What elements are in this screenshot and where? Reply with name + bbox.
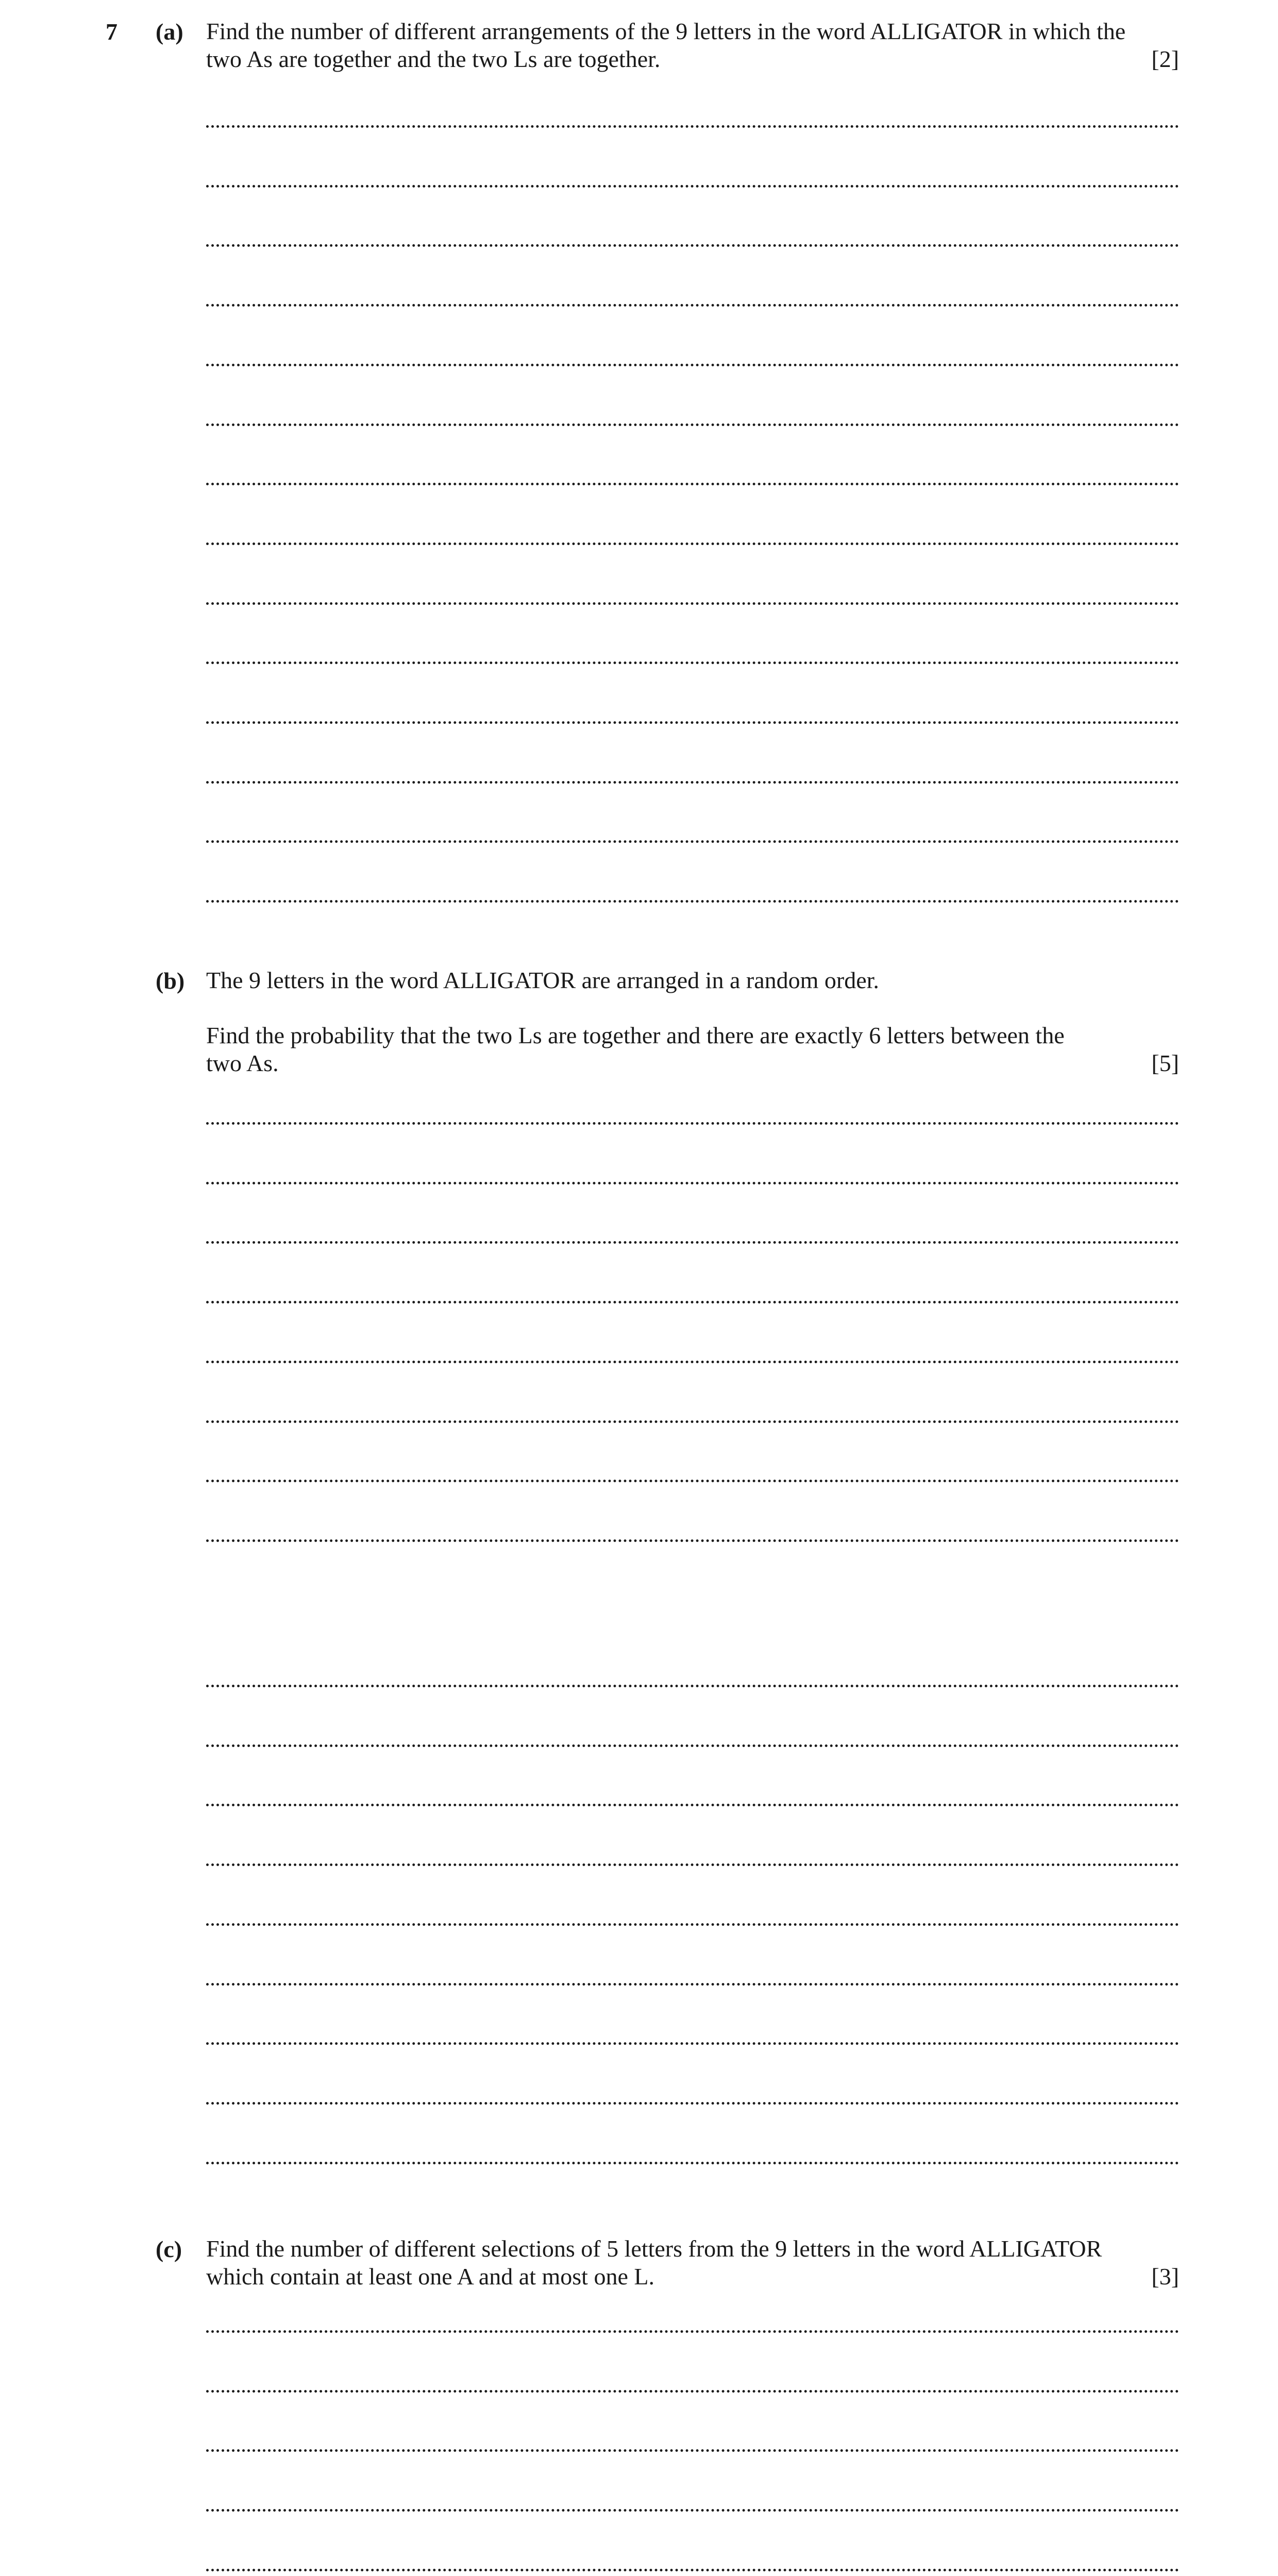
answer-line <box>206 1122 1179 1125</box>
answer-line <box>206 662 1179 664</box>
part-c-question <box>206 2235 1179 2291</box>
part-b-text-line2-row <box>206 1049 1179 1077</box>
answer-line <box>206 1301 1179 1303</box>
part-a-label: (a) <box>156 19 183 45</box>
part-c-label: (c) <box>156 2236 182 2262</box>
answer-line <box>206 2390 1179 2393</box>
answer-line <box>206 1182 1179 1184</box>
part-a-marks: [2] <box>1151 46 1179 72</box>
answer-line <box>206 1983 1179 1986</box>
part-a-text-line1: Find the number of different arrangements of the 9 letters in the word ALLIGATOR in which the <box>206 18 1126 44</box>
answer-line <box>206 1241 1179 1244</box>
answer-line <box>206 602 1179 605</box>
answer-line <box>206 304 1179 307</box>
answer-line <box>206 1923 1179 1926</box>
answer-line <box>206 2449 1179 2452</box>
answer-line <box>206 1804 1179 1806</box>
part-c-text-line1: Find the number of different selections of 5 letters from the 9 letters in the word ALLIGATOR <box>206 2235 1102 2262</box>
answer-line <box>206 2330 1179 2333</box>
answer-line <box>206 2102 1179 2105</box>
part-a-text-line2: two As are together and the two Ls are together. <box>206 46 661 72</box>
answer-line <box>206 2509 1179 2512</box>
part-c-marks: [3] <box>1151 2263 1179 2290</box>
part-b-question <box>206 1022 1179 1077</box>
part-c-text-line2-row <box>206 2263 1179 2291</box>
answer-line <box>206 1420 1179 1423</box>
answer-line <box>206 2042 1179 2045</box>
answer-line <box>206 2162 1179 2164</box>
answer-line <box>206 364 1179 366</box>
answer-line <box>206 2569 1179 2571</box>
answer-line <box>206 185 1179 188</box>
part-c-text-line2: which contain at least one A and at most one L. <box>206 2263 654 2290</box>
part-b-intro: The 9 letters in the word ALLIGATOR are arranged in a random order. <box>206 967 879 993</box>
answer-line <box>206 840 1179 843</box>
answer-line <box>206 543 1179 545</box>
answer-line <box>206 1685 1179 1687</box>
answer-line <box>206 1480 1179 1482</box>
answer-line <box>206 423 1179 426</box>
part-b-text-line2: two As. <box>206 1050 279 1076</box>
answer-line <box>206 1863 1179 1866</box>
answer-line <box>206 900 1179 903</box>
answer-line <box>206 721 1179 724</box>
answer-line <box>206 781 1179 784</box>
part-a-question <box>206 18 1179 73</box>
answer-line <box>206 1744 1179 1747</box>
part-b-text-line1: Find the probability that the two Ls are together and there are exactly 6 letters between the <box>206 1022 1065 1048</box>
answer-line <box>206 1539 1179 1542</box>
answer-line <box>206 244 1179 247</box>
answer-line <box>206 125 1179 128</box>
question-number: 7 <box>106 19 117 45</box>
answer-line <box>206 483 1179 485</box>
part-a-text-line2-row <box>206 45 1179 73</box>
answer-line <box>206 1361 1179 1363</box>
part-b-marks: [5] <box>1151 1050 1179 1076</box>
part-b-label: (b) <box>156 968 185 994</box>
